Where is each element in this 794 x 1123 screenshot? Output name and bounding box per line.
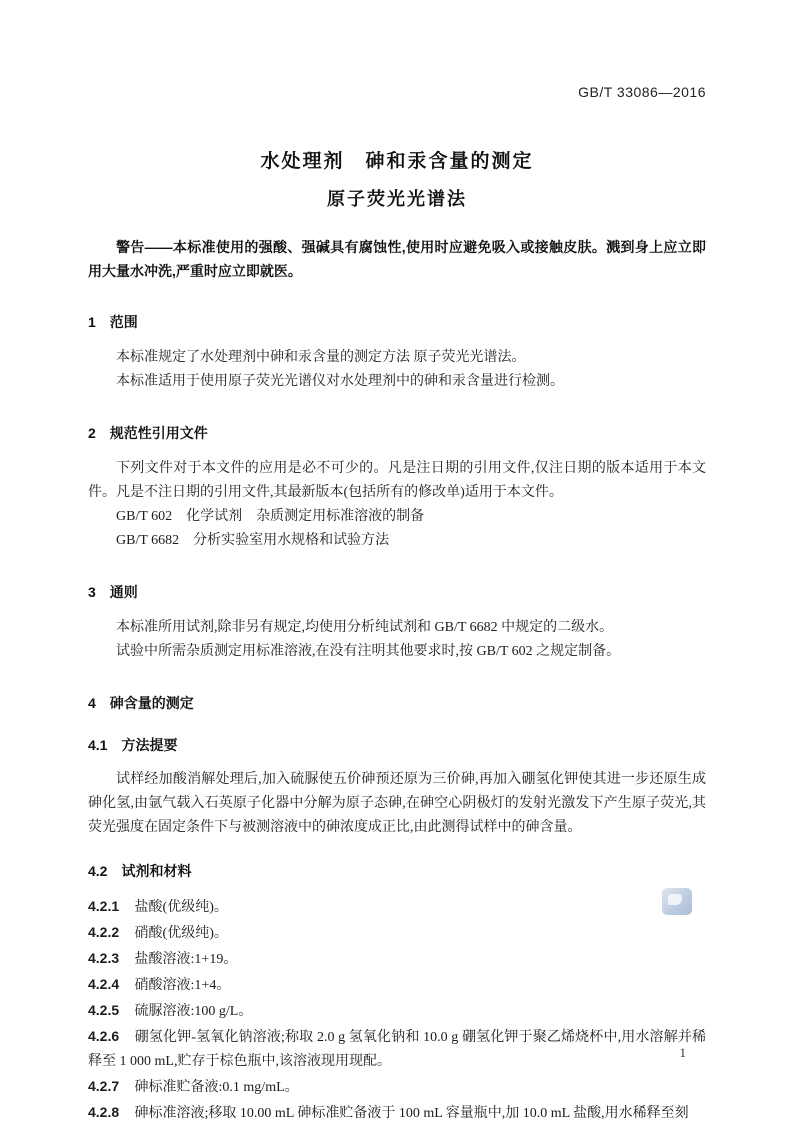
clause-text: 盐酸溶液:1+19。	[134, 952, 238, 967]
section-1-paragraph-2: 本标准适用于使用原子荧光光谱仪对水处理剂中的砷和汞含量进行检测。	[116, 374, 564, 389]
section-1-paragraph-1: 本标准规定了水处理剂中砷和汞含量的测定方法 原子荧光光谱法。	[116, 350, 526, 365]
clause-number: 4.2.2	[88, 924, 120, 940]
document-title-line2: 原子荧光光谱法	[327, 189, 467, 209]
warning-paragraph: 警告——本标准使用的强酸、强碱具有腐蚀性,使用时应避免吸入或接触皮肤。溅到身上应立即用大量水冲洗,严重时应立即就医。	[88, 239, 706, 279]
clause-number: 4.2.3	[88, 950, 120, 966]
clause-item-4-2-3	[88, 946, 706, 972]
clause-text: 砷标准溶液;移取 10.00 mL 砷标准贮备液于 100 mL 容量瓶中,加 10.0 mL 盐酸,用水稀释至刻	[134, 1106, 689, 1121]
clause-4-2-heading: 4.2 试剂和材料	[88, 863, 192, 879]
clause-item-4-2-7	[88, 1074, 706, 1100]
watermark-logo-icon	[662, 888, 692, 915]
section-3-paragraph-1: 本标准所用试剂,除非另有规定,均使用分析纯试剂和 GB/T 6682 中规定的二级水。	[116, 620, 614, 635]
clause-text: 硼氢化钾-氢氧化钠溶液;称取 2.0 g 氢氧化钠和 10.0 g 硼氢化钾于聚乙烯烧杯中,用水溶解并稀释至 1 000 mL,贮存于棕色瓶中,该溶液现用现配。	[88, 1030, 706, 1069]
clause-text: 砷标准贮备液:0.1 mg/mL。	[134, 1080, 299, 1095]
section-3-heading: 3 通则	[88, 584, 138, 600]
clause-number: 4.2.1	[88, 898, 120, 914]
clause-number: 4.2.4	[88, 976, 120, 992]
normative-reference-1: GB/T 602 化学试剂 杂质测定用标准溶液的制备	[116, 509, 425, 524]
clause-number: 4.2.5	[88, 1002, 120, 1018]
section-2-paragraph-1: 下列文件对于本文件的应用是必不可少的。凡是注日期的引用文件,仅注日期的版本适用于本文件。凡是不注日期的引用文件,其最新版本(包括所有的修改单)适用于本文件。	[88, 461, 706, 500]
page-header	[88, 84, 706, 100]
section-2-heading: 2 规范性引用文件	[88, 425, 208, 441]
standard-number: GB/T 33086—2016	[578, 84, 706, 100]
clause-number: 4.2.8	[88, 1104, 120, 1120]
page-number: 1	[679, 1045, 686, 1060]
clause-4-1-heading: 4.1 方法提要	[88, 737, 178, 753]
normative-reference-2: GB/T 6682 分析实验室用水规格和试验方法	[116, 533, 390, 548]
clause-item-4-2-6	[88, 1024, 706, 1074]
section-4-heading: 4 砷含量的测定	[88, 695, 194, 711]
clause-item-4-2-4	[88, 972, 706, 998]
clause-number: 4.2.7	[88, 1078, 120, 1094]
clause-text: 盐酸(优级纯)。	[134, 900, 228, 915]
clause-item-4-2-5	[88, 998, 706, 1024]
clause-text: 硝酸溶液:1+4。	[134, 978, 231, 993]
clause-item-4-2-8	[88, 1100, 706, 1123]
clause-text: 硫脲溶液:100 g/L。	[134, 1004, 253, 1019]
clause-text: 硝酸(优级纯)。	[134, 926, 228, 941]
clause-4-1-paragraph: 试样经加酸消解处理后,加入硫脲使五价砷预还原为三价砷,再加入硼氢化钾使其进一步还原生成砷化氢,由氩气载入石英原子化器中分解为原子态砷,在砷空心阴极灯的发射光激发下产生原子荧光,其荧光强度在固定条件下与被测溶液中的砷浓度成正比,由此测得试样中的砷含量。	[88, 772, 706, 835]
clause-number: 4.2.6	[88, 1028, 120, 1044]
section-3-paragraph-2: 试验中所需杂质测定用标准溶液,在没有注明其他要求时,按 GB/T 602 之规定制备。	[116, 644, 621, 659]
clause-item-4-2-2	[88, 920, 706, 946]
section-1-heading: 1 范围	[88, 314, 138, 330]
document-title-line1: 水处理剂 砷和汞含量的测定	[260, 151, 534, 172]
clause-item-4-2-1	[88, 894, 706, 920]
